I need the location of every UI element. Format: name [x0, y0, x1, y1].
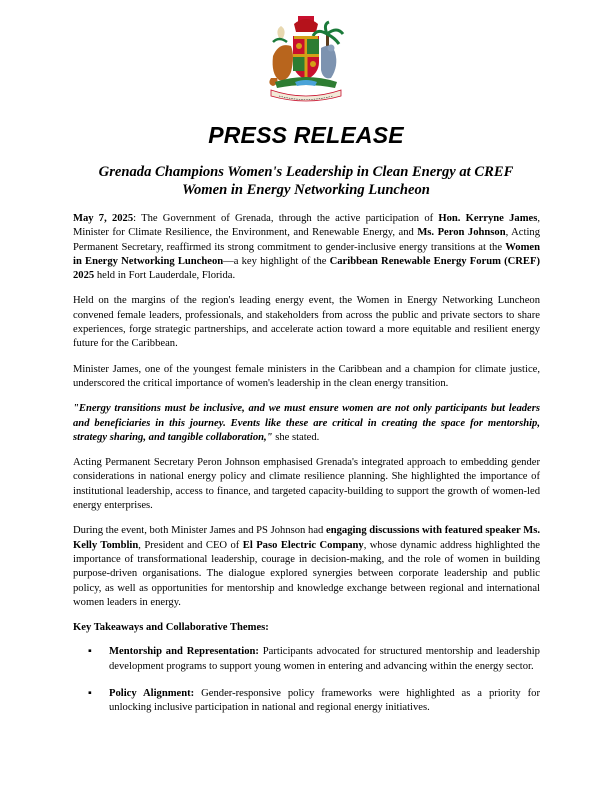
- theme-label: Mentorship and Representation:: [109, 646, 259, 658]
- paragraph-intro: [73, 212, 540, 283]
- text: , Minister for Climate Resilience, the Environment, and Renewable Energy, and: [73, 213, 540, 239]
- quote-text: "Energy transitions must be inclusive, and we must ensure women are not only participants but leaders and beneficiaries in this journey. Events like these are critical in creating the space for mentorship, strategy sharing, and tangible collaboration,": [73, 403, 540, 443]
- forum-name: Caribbean Renewable Energy Forum (CREF) 2025: [73, 255, 540, 282]
- text: —a key highlight of the: [223, 255, 330, 267]
- list-item: [73, 687, 540, 716]
- featured-speaker: engaging discussions with featured speaker Ms. Kelly Tomblin: [73, 525, 540, 551]
- quote-attribution: she stated.: [272, 431, 320, 443]
- text: , Acting Permanent Secretary, reaffirmed its strong commitment to gender-inclusive energy transitions at the: [73, 227, 540, 253]
- headline-line-2: Women in Energy Networking Luncheon: [182, 182, 430, 198]
- headline-line-1: Grenada Champions Women's Leadership in Clean Energy at CREF: [98, 164, 514, 180]
- text: : The Government of Grenada, through the active participation of: [133, 213, 439, 224]
- text: , whose dynamic address highlighted the importance of transformational leadership, courage in decision-making, and the role of women in building purpose-driven organisations. The dialogue explored synergies between corporate leadership and public policy, as well as opportunities for mentorship and knowledge exchange between regional and international women leaders in energy.: [73, 539, 540, 608]
- paragraph-minister: Minister James, one of the youngest female ministers in the Caribbean and a champion for climate justice, underscored the critical importance of women's leadership in the clean energy transition.: [73, 363, 540, 389]
- article-body: [73, 212, 540, 729]
- paragraph-discussions: [73, 524, 540, 610]
- text: held in Fort Lauderdale, Florida.: [94, 270, 236, 282]
- bullet-icon: ▪: [88, 688, 92, 700]
- theme-text: Gender-responsive policy frameworks were highlighted as a priority for unlocking inclusive participation in national and regional energy initiatives.: [109, 688, 541, 714]
- text: , President and CEO of: [138, 539, 243, 551]
- event-name: Women in Energy Networking Luncheon: [73, 241, 540, 267]
- text: During the event, both Minister James and PS Johnson had: [73, 525, 326, 537]
- paragraph-event: Held on the margins of the region's leading energy event, the Women in Energy Networking Luncheon convened female leaders, professionals, and stakeholders from across the public and private sectors to share experiences, forge strategic partnerships, and accelerate action toward a more equitable and resilient energy future for the Caribbean.: [73, 295, 540, 350]
- headline: [70, 163, 542, 199]
- paragraph-secretary: Acting Permanent Secretary Peron Johnson emphasised Grenada's integrated approach to embedding gender considerations in national energy policy and climate resilience planning. She highlighted the importance of institutional leadership, access to finance, and targeted capacity-building to support the growth of women-led energy enterprises.: [73, 457, 540, 512]
- bullet-icon: ▪: [88, 646, 92, 658]
- coat-of-arms-icon: [265, 12, 347, 104]
- theme-text: Participants advocated for structured mentorship and leadership development programs to support young women in entering and advancing within the energy sector.: [109, 646, 540, 672]
- secretary-name: Ms. Peron Johnson: [417, 227, 506, 239]
- minister-name: Hon. Kerryne James: [438, 213, 538, 224]
- section-heading: Key Takeaways and Collaborative Themes:: [73, 622, 269, 634]
- theme-label: Policy Alignment:: [109, 688, 195, 700]
- press-release-title: PRESS RELEASE: [208, 122, 404, 148]
- list-item: [73, 645, 540, 674]
- company-name: El Paso Electric Company: [242, 539, 364, 551]
- themes-list: [73, 645, 540, 715]
- release-date: May 7, 2025: [73, 213, 134, 224]
- paragraph-quote: [73, 402, 540, 445]
